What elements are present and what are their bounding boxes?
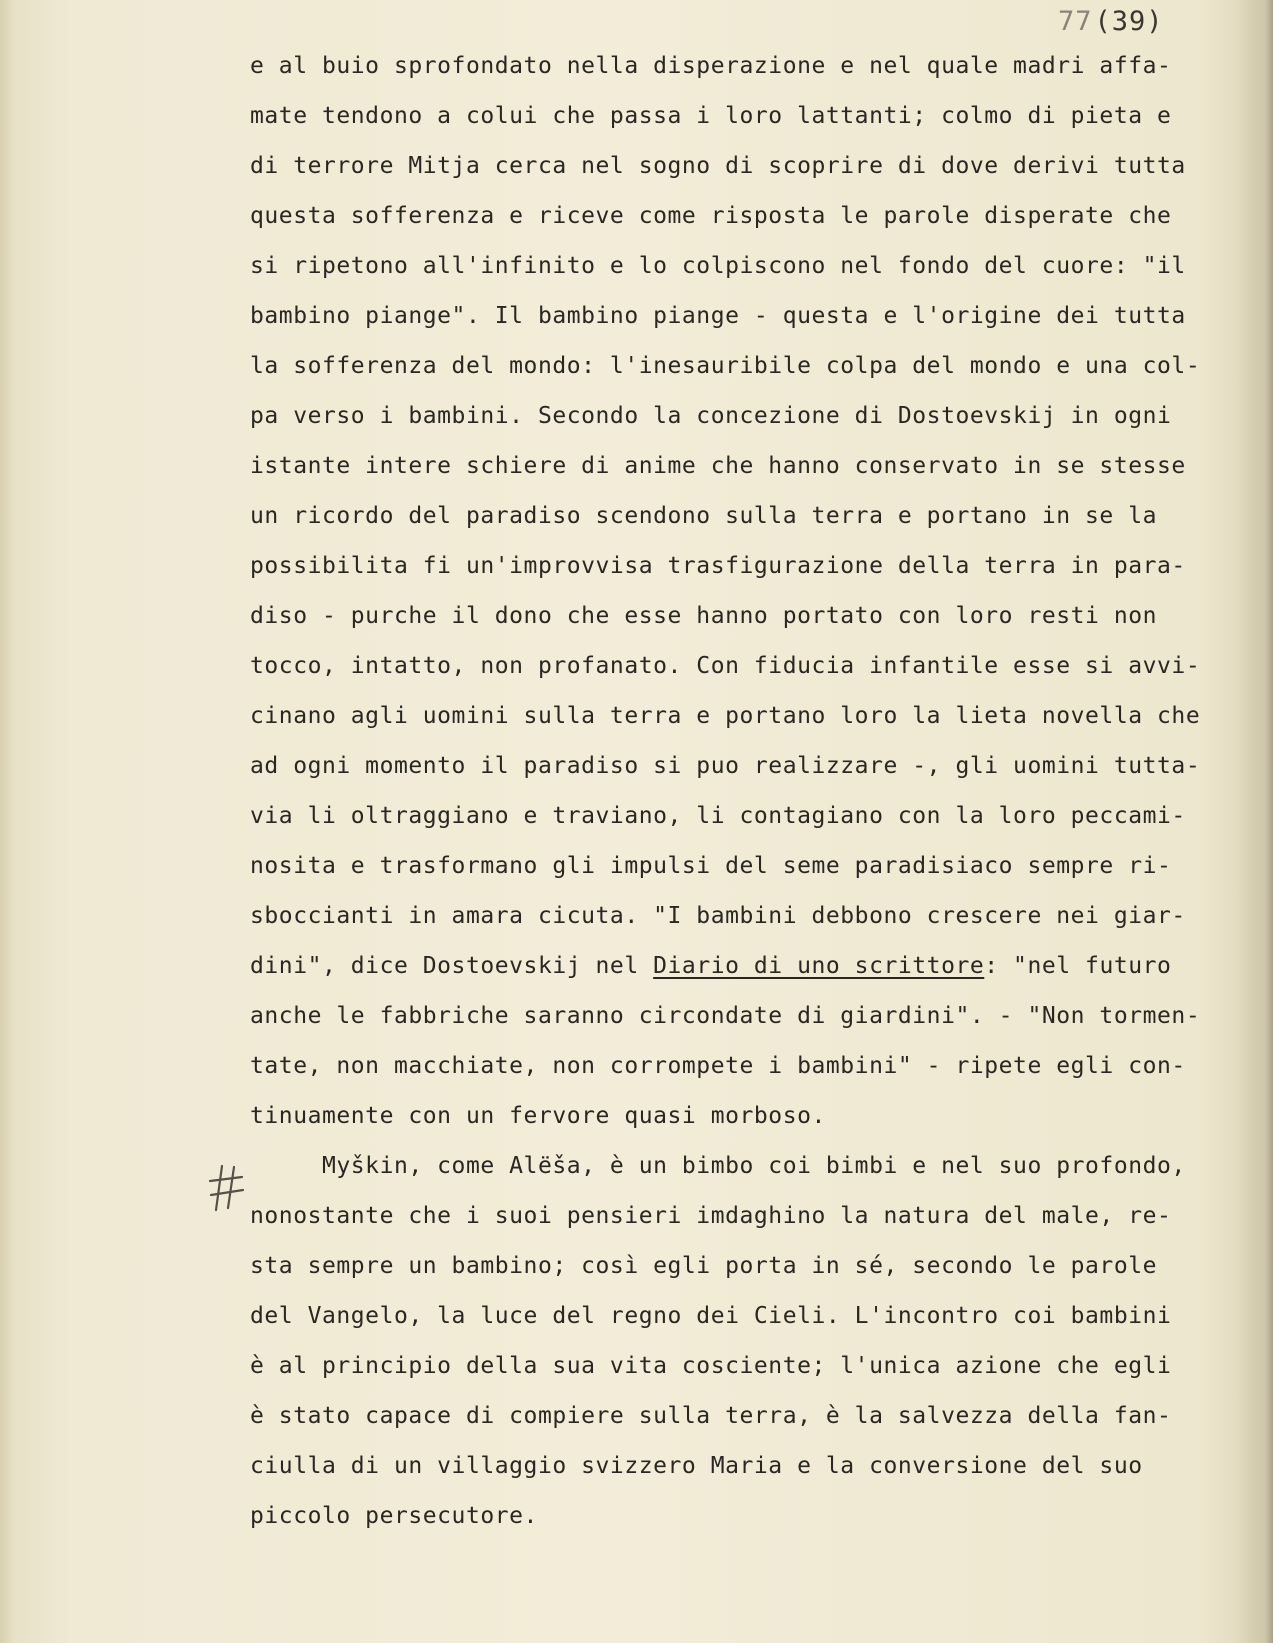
margin-hash-mark — [208, 1164, 246, 1212]
paren-open: ( — [1094, 6, 1112, 37]
text-line: nonostante che i suoi pensieri imdaghino la natura del male, re- — [250, 1203, 1172, 1229]
text-line: è stato capace di compiere sulla terra, è la salvezza della fan- — [250, 1403, 1172, 1429]
text-line: bambino piange". Il bambino piange - questa e l'origine dei tutta — [250, 303, 1186, 329]
text-line: possibilita fi un'improvvisa trasfigurazione della terra in para- — [250, 553, 1186, 579]
text-line — [250, 952, 1171, 980]
text-line: del Vangelo, la luce del regno dei Cieli. L'incontro coi bambini — [250, 1303, 1172, 1329]
text-line: sboccianti in amara cicuta. "I bambini debbono crescere nei giar- — [250, 903, 1186, 929]
text-span: : "nel futuro — [984, 953, 1172, 979]
text-line: mate tendono a colui che passa i loro lattanti; colmo di pieta e — [250, 103, 1172, 129]
text-line: si ripetono all'infinito e lo colpiscono nel fondo del cuore: "il — [250, 253, 1186, 279]
text-line: la sofferenza del mondo: l'inesauribile colpa del mondo e una col- — [250, 353, 1201, 379]
text-line: tocco, intatto, non profanato. Con fiducia infantile esse si avvi- — [250, 653, 1201, 679]
text-line: pa verso i bambini. Secondo la concezione di Dostoevskij in ogni — [250, 403, 1172, 429]
text-line: piccolo persecutore. — [250, 1503, 538, 1529]
text-line: un ricordo del paradiso scendono sulla terra e portano in se la — [250, 503, 1158, 529]
text-line: e al buio sprofondato nella disperazione e nel quale madri affa- — [250, 53, 1172, 79]
text-span: dini", dice Dostoevskij nel — [250, 953, 654, 979]
text-line: anche le fabbriche saranno circondate di giardini". - "Non tormen- — [250, 1003, 1201, 1029]
text-line: diso - purche il dono che esse hanno portato con loro resti non — [250, 603, 1158, 629]
page-number — [1058, 6, 1164, 37]
typed-page-number: 39 — [1111, 6, 1147, 37]
text-line: tinuamente con un fervore quasi morboso. — [250, 1103, 826, 1129]
paren-close: ) — [1146, 6, 1164, 37]
text-line: istante intere schiere di anime che hanno conservato in se stesse — [250, 453, 1186, 479]
text-line: nosita e trasformano gli impulsi del seme paradisiaco sempre ri- — [250, 853, 1172, 879]
text-line: sta sempre un bambino; così egli porta in sé, secondo le parole — [250, 1253, 1158, 1279]
text-line: è al principio della sua vita cosciente; l'unica azione che egli — [250, 1353, 1172, 1379]
paper-edge-right — [1237, 0, 1273, 1643]
underlined-title: Diario di uno scrittore — [653, 953, 985, 979]
text-line: via li oltraggiano e traviano, li contagiano con la loro peccami- — [250, 803, 1186, 829]
text-line: questa sofferenza e riceve come risposta le parole disperate che — [250, 203, 1172, 229]
text-line: di terrore Mitja cerca nel sogno di scoprire di dove derivi tutta — [250, 153, 1186, 179]
text-line: Myškin, come Alёša, è un bimbo coi bimbi e nel suo profondo, — [250, 1153, 1186, 1179]
text-line: tate, non macchiate, non corrompete i bambini" - ripete egli con- — [250, 1053, 1186, 1079]
text-line: ciulla di un villaggio svizzero Maria e la conversione del suo — [250, 1453, 1143, 1479]
pencil-page-number: 77 — [1058, 6, 1093, 37]
text-line: cinano agli uomini sulla terra e portano loro la lieta novella che — [250, 703, 1201, 729]
paper-edge-left — [0, 0, 14, 1643]
text-line: ad ogni momento il paradiso si puo realizzare -, gli uomini tutta- — [250, 753, 1201, 779]
